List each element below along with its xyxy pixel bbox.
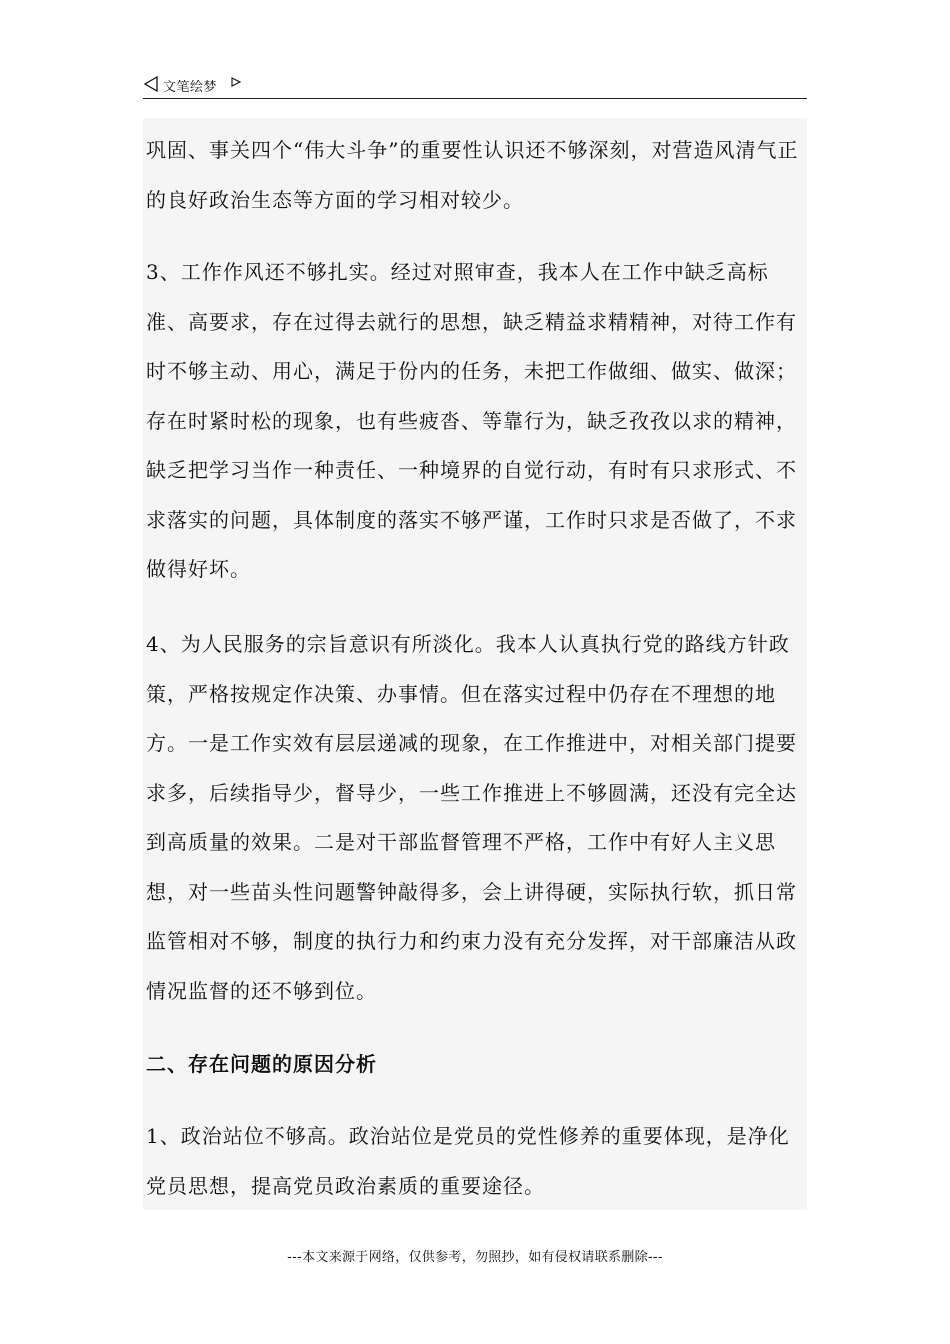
triangle-left-icon xyxy=(143,76,159,92)
document-body xyxy=(143,118,807,1210)
paragraph: 巩固、事关四个“伟大斗争”的重要性认识还不够深刻，对营造风清气正的良好政治生态等方面的学习相对较少。 xyxy=(146,138,799,212)
paragraph: 4、为人民服务的宗旨意识有所淡化。我本人认真执行党的路线方针政策，严格按规定作决策、办事情。但在落实过程中仍存在不理想的地方。一是工作实效有层层递减的现象，在工作推进中，对相关部门提要求多，后续指导少，督导少，一些工作推进上不够圆满，还没有完全达到高质量的效果。二是对干部监督管理不严格，工作中有好人主义思想，对一些苗头性问题警钟敲得多，会上讲得硬，实际执行软，抓日常监管相对不够，制度的执行力和约束力没有充分发挥，对干部廉洁从政情况监督的还不够到位。 xyxy=(146,632,797,1003)
paragraph: 1、政治站位不够高。政治站位是党员的党性修养的重要体现，是净化党员思想，提高党员政治素质的重要途径。 xyxy=(146,1124,790,1198)
paragraph: 3、工作作风还不够扎实。经过对照审查，我本人在工作中缺乏高标准、高要求，存在过得去就行的思想，缺乏精益求精精神，对待工作有时不够主动、用心，满足于份内的任务，未把工作做细、做实、做深；存在时紧时松的现象，也有些疲沓、等靠行为，缺乏孜孜以求的精神，缺乏把学习当作一种责任、一种境界的自觉行动，有时有只求形式、不求落实的问题，具体制度的落实不够严谨，工作时只求是否做了，不求做得好坏。 xyxy=(146,260,797,581)
section-heading: 二、存在问题的原因分析 xyxy=(146,1052,377,1076)
footer-disclaimer: ---本文来源于网络，仅供参考，勿照抄，如有侵权请联系删除--- xyxy=(287,1250,663,1265)
triangle-right-icon xyxy=(231,77,241,87)
header-title: 文笔绘梦 xyxy=(163,80,218,95)
page-header xyxy=(143,72,807,99)
